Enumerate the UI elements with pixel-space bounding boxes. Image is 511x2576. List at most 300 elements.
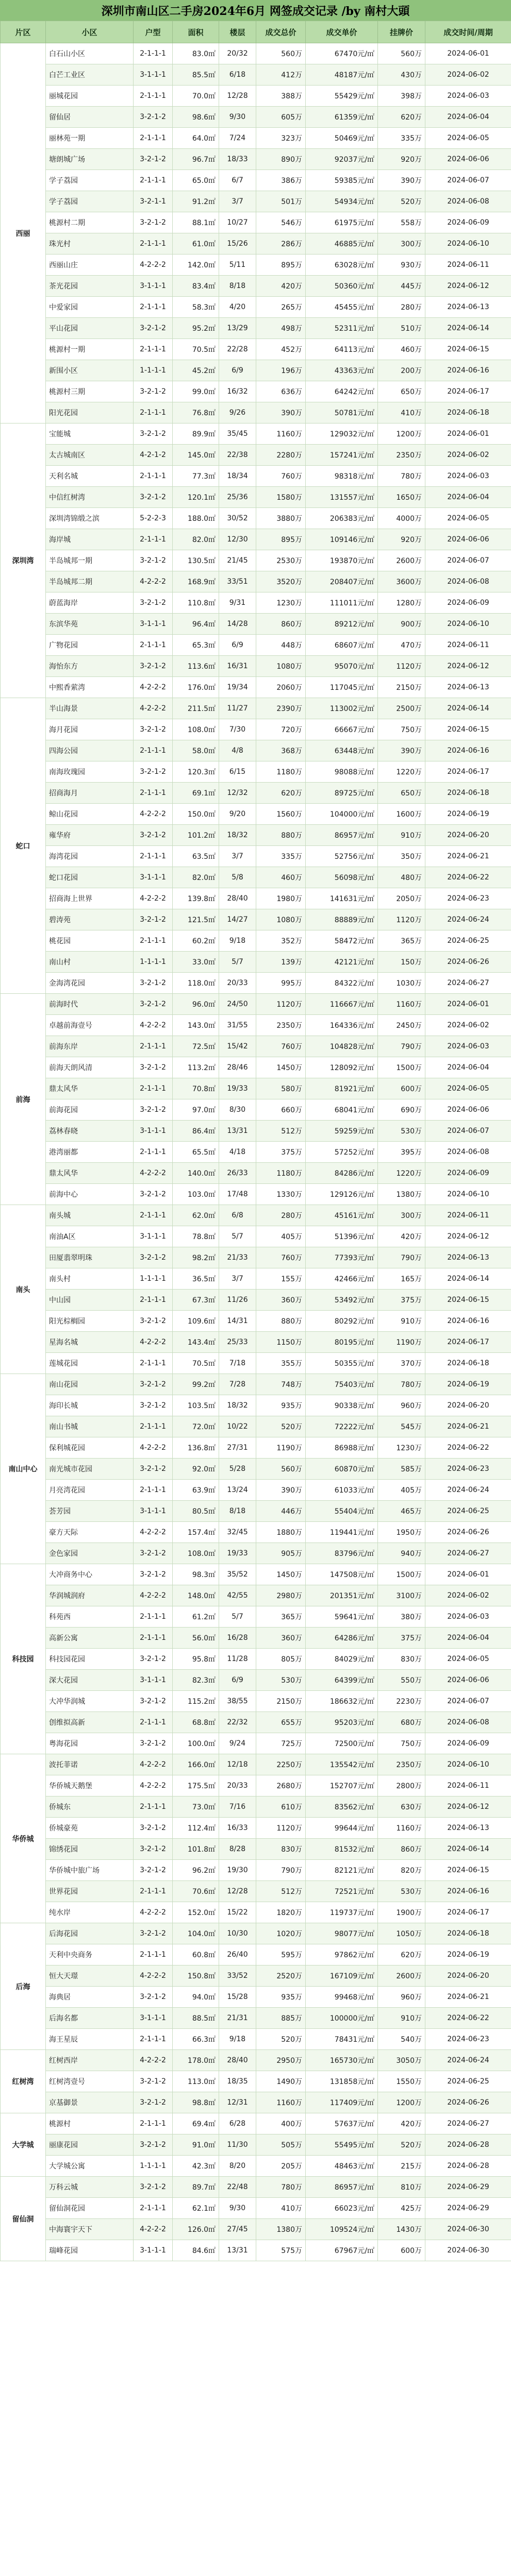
cell-layout: 4-2-2-2 <box>134 2219 173 2240</box>
cell-total-price: 935万 <box>256 1395 306 1416</box>
cell-community: 后海花园 <box>46 1923 134 1944</box>
cell-layout: 3-2-1-2 <box>134 1099 173 1121</box>
cell-community: 侨城豪苑 <box>46 1818 134 1839</box>
cell-floor: 8/18 <box>219 276 256 297</box>
cell-total-price: 323万 <box>256 128 306 149</box>
area-label: 蛇口 <box>1 698 46 994</box>
cell-community: 塘朗城广场 <box>46 149 134 170</box>
cell-total-price: 780万 <box>256 2177 306 2198</box>
cell-floor: 15/42 <box>219 1036 256 1057</box>
cell-community: 金色家园 <box>46 1543 134 1564</box>
cell-unit-price: 55495元/㎡ <box>306 2134 378 2156</box>
cell-floor: 30/52 <box>219 508 256 529</box>
cell-unit-price: 135542元/㎡ <box>306 1754 378 1775</box>
cell-floor: 14/27 <box>219 909 256 930</box>
cell-community: 中信红树湾 <box>46 487 134 508</box>
cell-size: 63.9㎡ <box>173 1480 219 1501</box>
cell-unit-price: 50360元/㎡ <box>306 276 378 297</box>
cell-unit-price: 80195元/㎡ <box>306 1332 378 1353</box>
cell-community: 锦绣花园 <box>46 1839 134 1860</box>
cell-size: 168.9㎡ <box>173 571 219 592</box>
cell-list-price: 2230万 <box>378 1691 425 1712</box>
cell-unit-price: 147508元/㎡ <box>306 1564 378 1585</box>
cell-community: 京基御景 <box>46 2092 134 2113</box>
cell-list-price: 420万 <box>378 1226 425 1247</box>
column-header-total-price: 成交总价 <box>256 21 306 43</box>
cell-floor: 7/24 <box>219 128 256 149</box>
table-row <box>1 740 511 761</box>
cell-date: 2024-06-11 <box>425 1775 511 1797</box>
cell-unit-price: 57637元/㎡ <box>306 2113 378 2134</box>
cell-unit-price: 111011元/㎡ <box>306 592 378 614</box>
cell-layout: 4-2-1-2 <box>134 445 173 466</box>
cell-list-price: 1120万 <box>378 656 425 677</box>
cell-size: 96.4㎡ <box>173 614 219 635</box>
cell-unit-price: 88889元/㎡ <box>306 909 378 930</box>
cell-layout: 3-2-1-2 <box>134 1459 173 1480</box>
cell-unit-price: 98077元/㎡ <box>306 1923 378 1944</box>
table-row <box>1 2092 511 2113</box>
cell-community: 大学城公寓 <box>46 2156 134 2177</box>
cell-floor: 14/28 <box>219 614 256 635</box>
table-body <box>1 43 511 2261</box>
cell-list-price: 1030万 <box>378 973 425 994</box>
table-row <box>1 1078 511 1099</box>
cell-date: 2024-06-28 <box>425 2156 511 2177</box>
cell-unit-price: 82121元/㎡ <box>306 1860 378 1881</box>
cell-date: 2024-06-08 <box>425 191 511 212</box>
cell-total-price: 895万 <box>256 529 306 550</box>
cell-total-price: 636万 <box>256 381 306 402</box>
cell-date: 2024-06-24 <box>425 2050 511 2071</box>
cell-date: 2024-06-05 <box>425 128 511 149</box>
cell-unit-price: 100000元/㎡ <box>306 2008 378 2029</box>
cell-unit-price: 50781元/㎡ <box>306 402 378 423</box>
cell-community: 田厦翡翠明珠 <box>46 1247 134 1268</box>
cell-layout: 4-2-2-2 <box>134 1332 173 1353</box>
cell-floor: 19/30 <box>219 1860 256 1881</box>
table-row <box>1 571 511 592</box>
cell-unit-price: 59385元/㎡ <box>306 170 378 191</box>
cell-size: 65.0㎡ <box>173 170 219 191</box>
cell-floor: 6/18 <box>219 64 256 86</box>
cell-floor: 18/33 <box>219 149 256 170</box>
cell-unit-price: 72521元/㎡ <box>306 1881 378 1902</box>
cell-list-price: 900万 <box>378 614 425 635</box>
area-label: 红树湾 <box>1 2050 46 2113</box>
cell-floor: 6/9 <box>219 635 256 656</box>
cell-date: 2024-06-25 <box>425 2071 511 2092</box>
cell-date: 2024-06-04 <box>425 1057 511 1078</box>
cell-floor: 12/31 <box>219 2092 256 2113</box>
cell-community: 豪方天际 <box>46 1522 134 1543</box>
cell-total-price: 498万 <box>256 318 306 339</box>
area-label: 科技园 <box>1 1564 46 1754</box>
cell-size: 69.1㎡ <box>173 783 219 804</box>
cell-unit-price: 99644元/㎡ <box>306 1818 378 1839</box>
cell-layout: 2-1-1-1 <box>134 402 173 423</box>
cell-total-price: 505万 <box>256 2134 306 2156</box>
cell-layout: 2-1-1-1 <box>134 1881 173 1902</box>
cell-floor: 25/33 <box>219 1332 256 1353</box>
cell-size: 64.0㎡ <box>173 128 219 149</box>
cell-size: 80.5㎡ <box>173 1501 219 1522</box>
cell-size: 115.2㎡ <box>173 1691 219 1712</box>
cell-total-price: 155万 <box>256 1268 306 1290</box>
cell-unit-price: 43363元/㎡ <box>306 360 378 381</box>
table-row <box>1 276 511 297</box>
cell-total-price: 660万 <box>256 1099 306 1121</box>
cell-size: 188.0㎡ <box>173 508 219 529</box>
cell-total-price: 360万 <box>256 1290 306 1311</box>
table-row <box>1 86 511 107</box>
table-row <box>1 592 511 614</box>
cell-date: 2024-06-16 <box>425 360 511 381</box>
cell-list-price: 165万 <box>378 1268 425 1290</box>
cell-community: 半山海景 <box>46 698 134 719</box>
cell-total-price: 580万 <box>256 1078 306 1099</box>
cell-layout: 3-2-1-2 <box>134 1987 173 2008</box>
cell-layout: 2-1-1-1 <box>134 1205 173 1226</box>
area-label: 后海 <box>1 1923 46 2050</box>
cell-layout: 3-2-1-2 <box>134 1564 173 1585</box>
cell-total-price: 560万 <box>256 43 306 64</box>
cell-size: 140.0㎡ <box>173 1163 219 1184</box>
cell-layout: 3-2-1-2 <box>134 318 173 339</box>
cell-size: 83.4㎡ <box>173 276 219 297</box>
cell-community: 雍华府 <box>46 825 134 846</box>
cell-date: 2024-06-06 <box>425 1099 511 1121</box>
cell-layout: 3-2-1-2 <box>134 1374 173 1395</box>
table-row <box>1 930 511 952</box>
cell-size: 157.4㎡ <box>173 1522 219 1543</box>
cell-size: 67.3㎡ <box>173 1290 219 1311</box>
cell-layout: 2-1-1-1 <box>134 86 173 107</box>
cell-size: 58.3㎡ <box>173 297 219 318</box>
cell-community: 科技园花园 <box>46 1649 134 1670</box>
cell-list-price: 860万 <box>378 1839 425 1860</box>
cell-layout: 4-2-2-2 <box>134 1437 173 1459</box>
cell-floor: 11/30 <box>219 2134 256 2156</box>
cell-layout: 2-1-1-1 <box>134 740 173 761</box>
cell-total-price: 335万 <box>256 846 306 867</box>
cell-date: 2024-06-28 <box>425 2134 511 2156</box>
cell-size: 65.5㎡ <box>173 1142 219 1163</box>
cell-total-price: 400万 <box>256 2113 306 2134</box>
table-row <box>1 1733 511 1754</box>
cell-total-price: 610万 <box>256 1797 306 1818</box>
cell-size: 126.0㎡ <box>173 2219 219 2240</box>
cell-date: 2024-06-24 <box>425 1480 511 1501</box>
cell-size: 103.0㎡ <box>173 1184 219 1205</box>
cell-size: 104.0㎡ <box>173 1923 219 1944</box>
cell-list-price: 940万 <box>378 1543 425 1564</box>
cell-layout: 4-2-2-2 <box>134 1965 173 1987</box>
cell-list-price: 540万 <box>378 2029 425 2050</box>
cell-list-price: 1430万 <box>378 2219 425 2240</box>
cell-size: 120.1㎡ <box>173 487 219 508</box>
cell-community: 前海中心 <box>46 1184 134 1205</box>
cell-list-price: 390万 <box>378 740 425 761</box>
cell-layout: 1-1-1-1 <box>134 360 173 381</box>
cell-floor: 31/55 <box>219 1015 256 1036</box>
cell-layout: 1-1-1-1 <box>134 952 173 973</box>
cell-community: 南头村 <box>46 1268 134 1290</box>
cell-layout: 2-1-1-1 <box>134 1797 173 1818</box>
cell-list-price: 910万 <box>378 825 425 846</box>
cell-layout: 2-1-1-1 <box>134 846 173 867</box>
cell-community: 前海天朗风清 <box>46 1057 134 1078</box>
cell-size: 95.2㎡ <box>173 318 219 339</box>
cell-layout: 2-1-1-1 <box>134 783 173 804</box>
cell-community: 月亮湾花园 <box>46 1480 134 1501</box>
cell-size: 176.0㎡ <box>173 677 219 698</box>
cell-list-price: 2050万 <box>378 888 425 909</box>
cell-list-price: 405万 <box>378 1480 425 1501</box>
table-row <box>1 1099 511 1121</box>
cell-layout: 2-1-1-1 <box>134 170 173 191</box>
cell-unit-price: 99468元/㎡ <box>306 1987 378 2008</box>
cell-list-price: 1900万 <box>378 1902 425 1923</box>
cell-unit-price: 64399元/㎡ <box>306 1670 378 1691</box>
cell-floor: 8/18 <box>219 1501 256 1522</box>
cell-list-price: 910万 <box>378 2008 425 2029</box>
cell-date: 2024-06-02 <box>425 1585 511 1606</box>
cell-layout: 3-2-1-2 <box>134 1839 173 1860</box>
cell-layout: 3-2-1-2 <box>134 592 173 614</box>
cell-list-price: 750万 <box>378 1733 425 1754</box>
cell-unit-price: 109146元/㎡ <box>306 529 378 550</box>
cell-unit-price: 131557元/㎡ <box>306 487 378 508</box>
cell-list-price: 365万 <box>378 930 425 952</box>
cell-total-price: 139万 <box>256 952 306 973</box>
cell-unit-price: 55429元/㎡ <box>306 86 378 107</box>
cell-layout: 3-2-1-2 <box>134 2071 173 2092</box>
cell-size: 72.5㎡ <box>173 1036 219 1057</box>
table-row <box>1 1585 511 1606</box>
cell-date: 2024-06-10 <box>425 1184 511 1205</box>
cell-size: 62.1㎡ <box>173 2198 219 2219</box>
cell-date: 2024-06-03 <box>425 466 511 487</box>
cell-floor: 12/32 <box>219 783 256 804</box>
cell-unit-price: 90338元/㎡ <box>306 1395 378 1416</box>
cell-size: 65.3㎡ <box>173 635 219 656</box>
cell-total-price: 1120万 <box>256 1818 306 1839</box>
cell-total-price: 405万 <box>256 1226 306 1247</box>
cell-floor: 3/7 <box>219 846 256 867</box>
cell-community: 华侨城中旅广场 <box>46 1860 134 1881</box>
cell-total-price: 1490万 <box>256 2071 306 2092</box>
cell-layout: 4-2-2-2 <box>134 571 173 592</box>
cell-list-price: 780万 <box>378 1374 425 1395</box>
cell-community: 纯水岸 <box>46 1902 134 1923</box>
cell-size: 89.9㎡ <box>173 423 219 445</box>
cell-size: 101.8㎡ <box>173 1839 219 1860</box>
cell-size: 66.3㎡ <box>173 2029 219 2050</box>
cell-list-price: 1200万 <box>378 2092 425 2113</box>
cell-total-price: 880万 <box>256 1311 306 1332</box>
table-row <box>1 1184 511 1205</box>
cell-community: 海王星辰 <box>46 2029 134 2050</box>
cell-community: 海典居 <box>46 1987 134 2008</box>
cell-date: 2024-06-24 <box>425 909 511 930</box>
cell-floor: 11/27 <box>219 698 256 719</box>
cell-floor: 13/31 <box>219 1121 256 1142</box>
cell-layout: 3-1-1-1 <box>134 2240 173 2261</box>
cell-size: 95.8㎡ <box>173 1649 219 1670</box>
cell-total-price: 1820万 <box>256 1902 306 1923</box>
cell-total-price: 286万 <box>256 233 306 255</box>
cell-list-price: 335万 <box>378 128 425 149</box>
cell-floor: 22/48 <box>219 2177 256 2198</box>
cell-unit-price: 141631元/㎡ <box>306 888 378 909</box>
cell-community: 蛇口花园 <box>46 867 134 888</box>
cell-size: 121.5㎡ <box>173 909 219 930</box>
cell-list-price: 150万 <box>378 952 425 973</box>
cell-date: 2024-06-30 <box>425 2219 511 2240</box>
cell-unit-price: 59259元/㎡ <box>306 1121 378 1142</box>
cell-floor: 24/50 <box>219 994 256 1015</box>
table-row <box>1 656 511 677</box>
cell-list-price: 960万 <box>378 1395 425 1416</box>
table-row <box>1 1121 511 1142</box>
cell-floor: 27/31 <box>219 1437 256 1459</box>
cell-date: 2024-06-04 <box>425 487 511 508</box>
table-row <box>1 846 511 867</box>
cell-date: 2024-06-12 <box>425 1226 511 1247</box>
cell-list-price: 4000万 <box>378 508 425 529</box>
table-row <box>1 233 511 255</box>
cell-floor: 3/7 <box>219 191 256 212</box>
cell-date: 2024-06-01 <box>425 994 511 1015</box>
cell-date: 2024-06-02 <box>425 64 511 86</box>
cell-layout: 3-2-1-2 <box>134 423 173 445</box>
cell-total-price: 390万 <box>256 1480 306 1501</box>
cell-list-price: 920万 <box>378 149 425 170</box>
cell-layout: 3-2-1-2 <box>134 994 173 1015</box>
cell-total-price: 452万 <box>256 339 306 360</box>
cell-total-price: 355万 <box>256 1353 306 1374</box>
cell-floor: 7/18 <box>219 1353 256 1374</box>
cell-layout: 3-2-1-2 <box>134 149 173 170</box>
cell-total-price: 1080万 <box>256 909 306 930</box>
cell-unit-price: 98088元/㎡ <box>306 761 378 783</box>
cell-layout: 4-2-2-2 <box>134 1585 173 1606</box>
cell-floor: 35/52 <box>219 1564 256 1585</box>
cell-date: 2024-06-14 <box>425 1268 511 1290</box>
cell-unit-price: 109524元/㎡ <box>306 2219 378 2240</box>
cell-size: 91.2㎡ <box>173 191 219 212</box>
cell-unit-price: 89725元/㎡ <box>306 783 378 804</box>
cell-community: 万科云城 <box>46 2177 134 2198</box>
cell-unit-price: 42466元/㎡ <box>306 1268 378 1290</box>
cell-unit-price: 117045元/㎡ <box>306 677 378 698</box>
cell-floor: 5/8 <box>219 867 256 888</box>
cell-floor: 33/52 <box>219 1965 256 1987</box>
area-label: 深圳湾 <box>1 423 46 698</box>
cell-date: 2024-06-14 <box>425 1839 511 1860</box>
cell-date: 2024-06-27 <box>425 973 511 994</box>
cell-layout: 3-1-1-1 <box>134 2008 173 2029</box>
cell-date: 2024-06-21 <box>425 1987 511 2008</box>
table-row <box>1 698 511 719</box>
cell-community: 海岸城 <box>46 529 134 550</box>
cell-layout: 2-1-1-1 <box>134 1712 173 1733</box>
cell-size: 109.6㎡ <box>173 1311 219 1332</box>
header-row <box>1 21 511 43</box>
cell-date: 2024-06-19 <box>425 1374 511 1395</box>
cell-floor: 8/20 <box>219 2156 256 2177</box>
cell-date: 2024-06-18 <box>425 1353 511 1374</box>
cell-community: 桃源村 <box>46 2113 134 2134</box>
cell-community: 华侨城天鹅堡 <box>46 1775 134 1797</box>
cell-floor: 16/28 <box>219 1628 256 1649</box>
cell-unit-price: 193870元/㎡ <box>306 550 378 571</box>
cell-list-price: 910万 <box>378 1311 425 1332</box>
cell-list-price: 1190万 <box>378 1332 425 1353</box>
cell-floor: 5/7 <box>219 952 256 973</box>
cell-size: 36.5㎡ <box>173 1268 219 1290</box>
cell-date: 2024-06-03 <box>425 1606 511 1628</box>
cell-layout: 3-2-1-2 <box>134 381 173 402</box>
cell-unit-price: 80292元/㎡ <box>306 1311 378 1332</box>
cell-date: 2024-06-12 <box>425 656 511 677</box>
table-row <box>1 1015 511 1036</box>
table-row <box>1 107 511 128</box>
table-row <box>1 1754 511 1775</box>
cell-community: 天利名城 <box>46 466 134 487</box>
cell-list-price: 1500万 <box>378 1564 425 1585</box>
cell-size: 113.2㎡ <box>173 1057 219 1078</box>
cell-community: 荔林春晓 <box>46 1121 134 1142</box>
cell-layout: 2-1-1-1 <box>134 297 173 318</box>
cell-unit-price: 64242元/㎡ <box>306 381 378 402</box>
cell-date: 2024-06-23 <box>425 888 511 909</box>
table-row <box>1 1902 511 1923</box>
cell-community: 学子荔园 <box>46 170 134 191</box>
cell-unit-price: 52756元/㎡ <box>306 846 378 867</box>
cell-community: 前海花园 <box>46 1099 134 1121</box>
cell-floor: 7/28 <box>219 1374 256 1395</box>
table-row <box>1 1374 511 1395</box>
cell-layout: 4-2-2-2 <box>134 1775 173 1797</box>
cell-size: 130.5㎡ <box>173 550 219 571</box>
cell-floor: 20/33 <box>219 1775 256 1797</box>
cell-date: 2024-06-13 <box>425 297 511 318</box>
cell-total-price: 1330万 <box>256 1184 306 1205</box>
cell-list-price: 300万 <box>378 1205 425 1226</box>
cell-unit-price: 81532元/㎡ <box>306 1839 378 1860</box>
table-row <box>1 1437 511 1459</box>
cell-size: 63.5㎡ <box>173 846 219 867</box>
cell-list-price: 1650万 <box>378 487 425 508</box>
table-row <box>1 1628 511 1649</box>
table-row <box>1 635 511 656</box>
cell-total-price: 520万 <box>256 1416 306 1437</box>
table-row <box>1 1818 511 1839</box>
cell-community: 海湾花园 <box>46 846 134 867</box>
cell-list-price: 410万 <box>378 402 425 423</box>
cell-unit-price: 83796元/㎡ <box>306 1543 378 1564</box>
cell-date: 2024-06-01 <box>425 1564 511 1585</box>
cell-total-price: 1080万 <box>256 656 306 677</box>
cell-size: 82.0㎡ <box>173 529 219 550</box>
cell-total-price: 2060万 <box>256 677 306 698</box>
cell-date: 2024-06-11 <box>425 1205 511 1226</box>
cell-total-price: 595万 <box>256 1944 306 1965</box>
cell-community: 荟芳园 <box>46 1501 134 1522</box>
cell-size: 113.6㎡ <box>173 656 219 677</box>
